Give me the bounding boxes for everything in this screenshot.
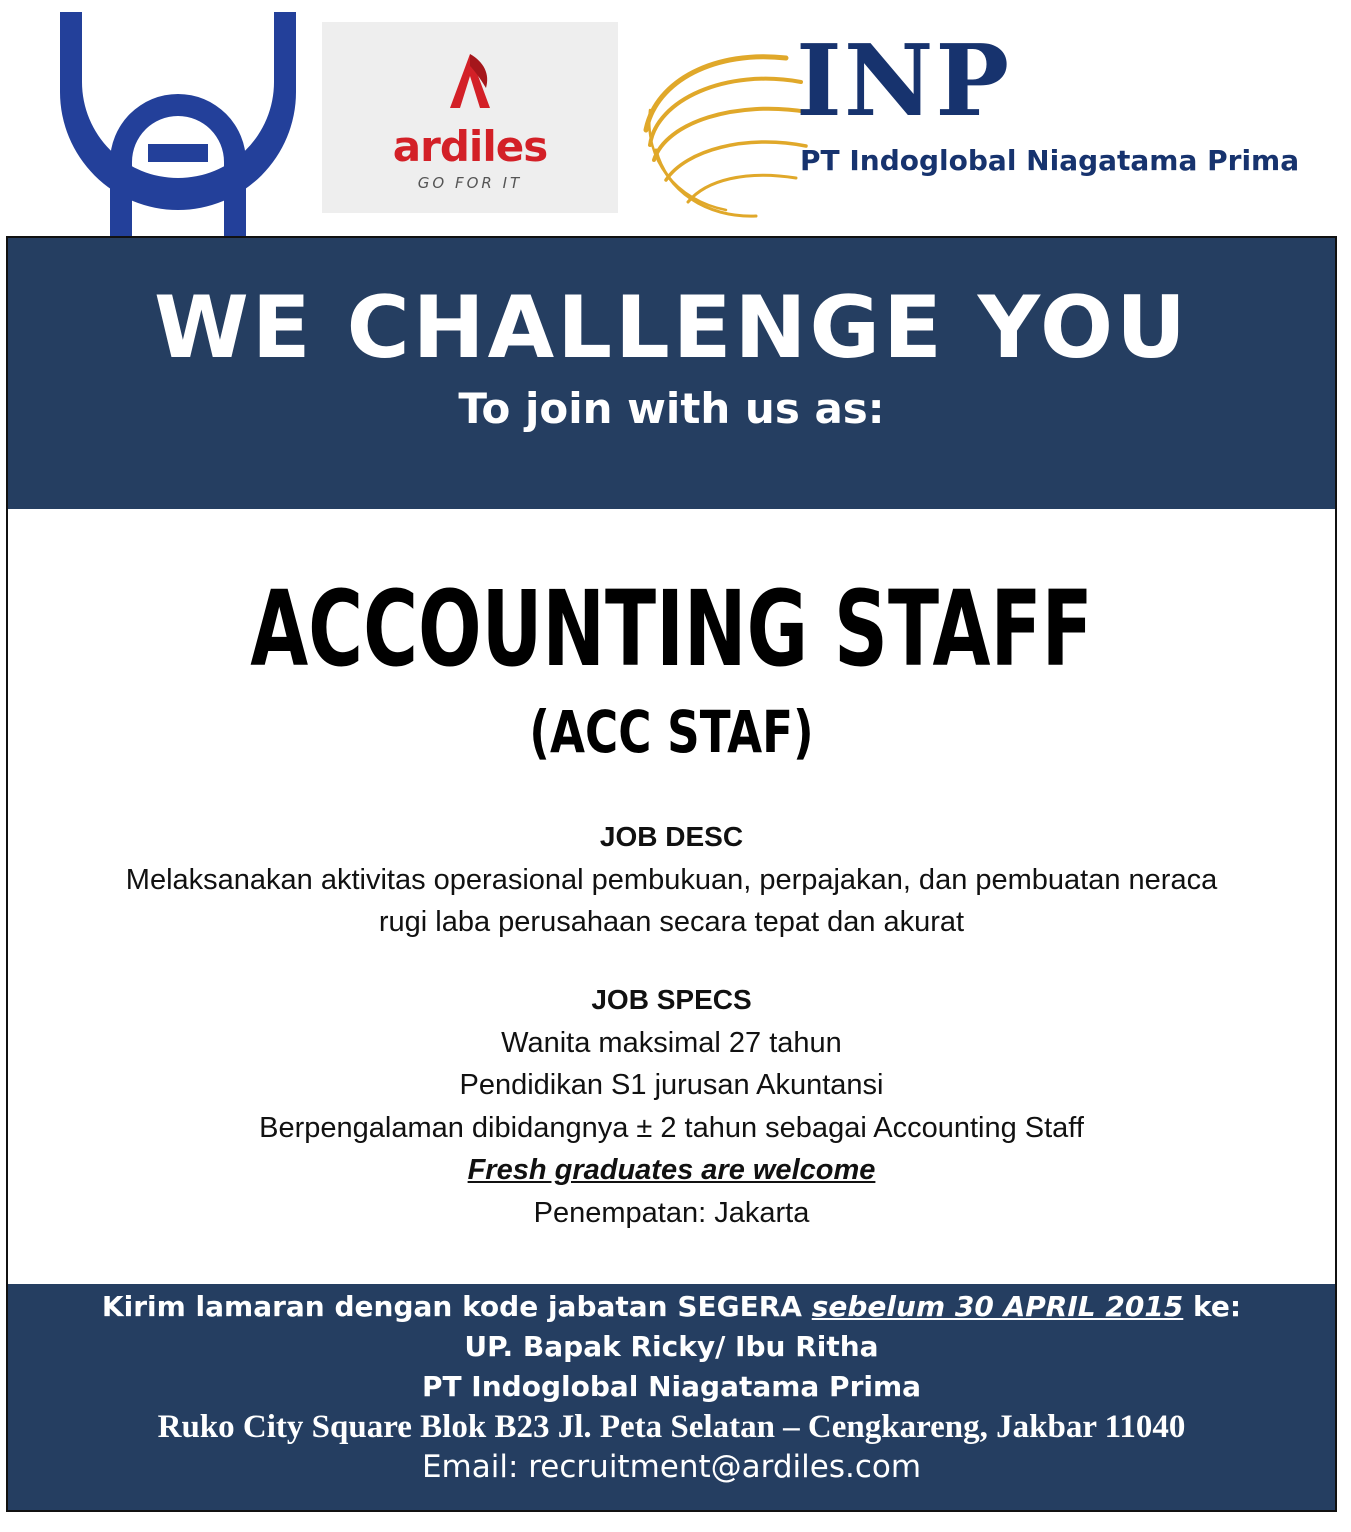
inp-wordmark: INP (796, 24, 1012, 139)
job-specs-section (8, 979, 1335, 1234)
spec-item: Pendidikan S1 jurusan Akuntansi (459, 1069, 884, 1101)
placement-info: Penempatan: Jakarta (533, 1196, 810, 1229)
inp-logo (636, 24, 1300, 220)
deadline: sebelum 30 APRIL 2015 (811, 1290, 1184, 1323)
headline: WE CHALLENGE YOU (154, 278, 1189, 378)
contact-email[interactable]: Email: recruitment@ardiles.com (421, 1449, 922, 1485)
ardiles-wordmark: ardiles (392, 122, 548, 171)
company-name: PT Indoglobal Niagatama Prima (421, 1370, 922, 1403)
subheadline: To join with us as: (458, 384, 885, 433)
job-desc-heading: JOB DESC (599, 821, 744, 852)
gold-globe-icon (636, 50, 816, 220)
spec-item: Berpengalaman dibidangnya ± 2 tahun sebagai Accounting Staff (259, 1111, 1084, 1144)
instruction-text: Kirim lamaran dengan kode jabatan SEGERA (101, 1290, 802, 1323)
instruction-end: ke: (1193, 1290, 1242, 1323)
attention-line: UP. Bapak Ricky/ Ibu Ritha (464, 1330, 879, 1363)
job-desc-line: rugi laba perusahaan secara tepat dan akurat (378, 906, 965, 938)
job-poster (6, 236, 1337, 1512)
company-address: Ruko City Square Blok B23 Jl. Peta Selatan – Cengkareng, Jakbar 11040 (157, 1409, 1186, 1445)
fresh-graduates-note: Fresh graduates are welcome (467, 1154, 876, 1186)
job-desc-section (8, 816, 1335, 944)
logo-bar (0, 0, 1351, 236)
job-code: (ACC STAF) (529, 698, 814, 766)
job-desc-line: Melaksanakan aktivitas operasional pembukuan, perpajakan, dan pembuatan neraca (125, 863, 1218, 896)
contact-band (8, 1284, 1335, 1510)
application-instruction (8, 1287, 1335, 1327)
spec-item: Wanita maksimal 27 tahun (501, 1026, 842, 1059)
ardiles-logo (322, 22, 618, 213)
header-band (8, 238, 1335, 509)
ardiles-tagline: GO FOR IT (417, 174, 523, 192)
job-specs-heading: JOB SPECS (591, 984, 752, 1015)
wa-emblem-logo (52, 12, 304, 236)
contact-info (8, 1287, 1335, 1487)
inp-company-name: PT Indoglobal Niagatama Prima (800, 144, 1300, 177)
job-title: ACCOUNTING STAFF (250, 568, 1093, 690)
ardiles-sail-icon (440, 52, 500, 112)
